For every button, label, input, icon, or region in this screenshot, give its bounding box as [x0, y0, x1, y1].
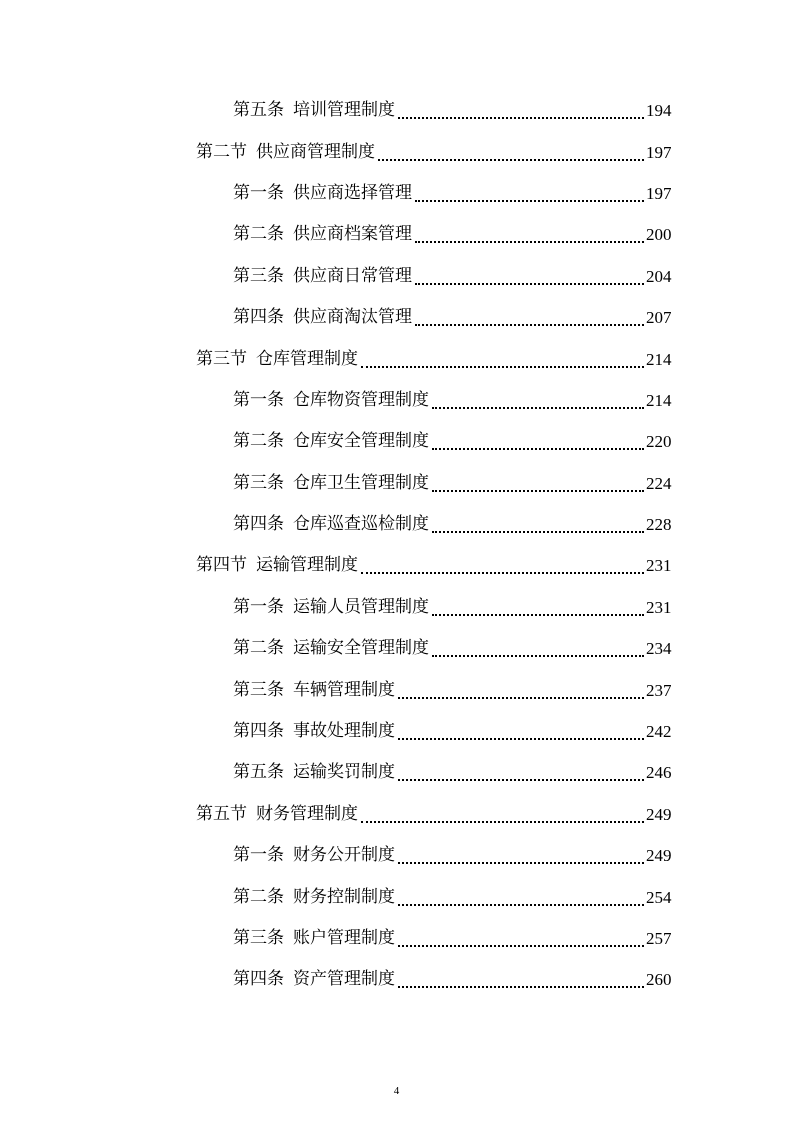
toc-entry-title: 财务公开制度 [293, 845, 395, 866]
toc-entry-number: 第二条 [233, 886, 284, 907]
toc-entry-title: 运输奖罚制度 [293, 762, 395, 783]
dot-leader [361, 820, 644, 823]
toc-entry[interactable] [0, 256, 793, 297]
toc-entry-title: 仓库管理制度 [256, 348, 358, 369]
toc-entry[interactable] [0, 214, 793, 255]
toc-entry-title: 仓库巡查巡检制度 [293, 514, 429, 535]
toc-entry-page: 234 [646, 639, 672, 659]
toc-entry-title: 账户管理制度 [293, 928, 395, 948]
toc-entry-page: 254 [646, 887, 672, 907]
dot-leader [398, 985, 644, 988]
toc-entry-title: 供应商档案管理 [293, 224, 412, 245]
toc-entry-page: 260 [646, 970, 672, 990]
toc-entry-number: 第二条 [233, 224, 284, 245]
toc-entry-title: 财务管理制度 [256, 803, 358, 824]
dot-leader [432, 654, 644, 657]
toc-entry[interactable] [0, 338, 793, 379]
toc-entry-number: 第二条 [233, 638, 284, 659]
toc-entry-page: 214 [646, 349, 672, 369]
toc-entry-title: 事故处理制度 [293, 721, 395, 742]
page-number: 4 [393, 1085, 400, 1097]
toc-entry[interactable] [0, 380, 793, 421]
toc-entry-title: 运输人员管理制度 [293, 596, 429, 617]
dot-leader [378, 158, 644, 161]
toc-entry-title: 运输安全管理制度 [293, 638, 429, 659]
dot-leader [415, 240, 644, 243]
toc-entry-page: 246 [646, 763, 672, 783]
toc-entry-number: 第一条 [233, 596, 284, 617]
toc-entry-page: 197 [646, 183, 672, 203]
toc-entry-number: 第三条 [233, 679, 284, 700]
dot-leader [432, 613, 644, 616]
toc-entry-number: 第一条 [233, 389, 284, 410]
toc-entry-page: 231 [646, 597, 672, 617]
dot-leader [361, 571, 644, 574]
toc-entry-title: 仓库卫生管理制度 [293, 472, 429, 493]
toc-entry-number: 第四条 [233, 969, 284, 990]
toc-entry-page: 214 [646, 390, 672, 410]
dot-leader [415, 282, 644, 285]
toc-entry-title: 仓库安全管理制度 [293, 431, 429, 452]
toc-entry-page: 257 [646, 929, 672, 948]
toc-entry-title: 供应商管理制度 [256, 141, 375, 162]
toc-entry[interactable] [0, 835, 793, 876]
toc-entry-page: 197 [646, 142, 672, 162]
dot-leader [432, 447, 644, 450]
toc-entry-title: 仓库物资管理制度 [293, 389, 429, 410]
toc-entry-number: 第五条 [233, 762, 284, 783]
toc-entry-number: 第四条 [233, 307, 284, 328]
toc-entry[interactable] [0, 711, 793, 752]
dot-leader [415, 199, 644, 202]
dot-leader [361, 365, 644, 368]
toc-entry-title: 车辆管理制度 [293, 679, 395, 700]
toc-entry-title: 财务控制制度 [293, 886, 395, 907]
toc-entry[interactable] [0, 669, 793, 710]
toc-entry[interactable] [0, 794, 793, 835]
toc-entry-page: 204 [646, 266, 672, 286]
toc-entry-title: 运输管理制度 [256, 555, 358, 576]
toc-entry-title: 供应商日常管理 [293, 265, 412, 286]
toc-entry-number: 第三条 [233, 265, 284, 286]
toc-entry-page: 220 [646, 432, 672, 452]
toc-entry[interactable] [0, 959, 793, 1000]
toc-entry[interactable] [0, 628, 793, 669]
toc-entry-title: 资产管理制度 [293, 969, 395, 990]
toc-entry-page: 242 [646, 722, 672, 742]
dot-leader [398, 861, 644, 864]
table-of-contents [0, 90, 793, 1001]
toc-entry[interactable] [0, 587, 793, 628]
toc-entry-title: 培训管理制度 [293, 100, 395, 121]
dot-leader [398, 944, 644, 947]
toc-entry[interactable] [0, 173, 793, 214]
dot-leader [432, 530, 644, 533]
toc-entry-number: 第一条 [233, 182, 284, 203]
toc-entry[interactable] [0, 90, 793, 131]
toc-entry-page: 231 [646, 556, 672, 576]
toc-entry-page: 249 [646, 804, 672, 824]
toc-entry-number: 第五条 [233, 100, 284, 121]
toc-entry-number: 第五节 [196, 803, 247, 824]
dot-leader [415, 323, 644, 326]
toc-entry-page: 194 [646, 101, 672, 121]
toc-entry-title: 供应商选择管理 [293, 182, 412, 203]
toc-entry-number: 第四条 [233, 514, 284, 535]
dot-leader [398, 903, 644, 906]
toc-entry[interactable] [0, 463, 793, 504]
toc-entry[interactable] [0, 421, 793, 462]
toc-entry[interactable] [0, 876, 793, 917]
toc-entry-number: 第一条 [233, 845, 284, 866]
dot-leader [398, 696, 644, 699]
toc-entry-number: 第四条 [233, 721, 284, 742]
dot-leader [432, 489, 644, 492]
dot-leader [398, 778, 644, 781]
toc-entry[interactable] [0, 918, 793, 959]
dot-leader [398, 116, 644, 119]
toc-entry-number: 第二条 [233, 431, 284, 452]
toc-entry-page: 228 [646, 515, 672, 535]
toc-entry-number: 第四节 [196, 555, 247, 576]
toc-entry-page: 237 [646, 680, 672, 700]
toc-entry-page: 207 [646, 308, 672, 328]
toc-entry-number: 第三条 [233, 472, 284, 493]
toc-entry[interactable] [0, 297, 793, 338]
toc-entry[interactable] [0, 752, 793, 793]
toc-entry-number: 第三条 [233, 928, 284, 948]
toc-entry-page: 200 [646, 225, 672, 245]
toc-entry[interactable] [0, 131, 793, 172]
toc-entry[interactable] [0, 504, 793, 545]
toc-entry-page: 224 [646, 473, 672, 493]
toc-entry-title: 供应商淘汰管理 [293, 307, 412, 328]
dot-leader [432, 406, 644, 409]
toc-entry-number: 第三节 [196, 348, 247, 369]
toc-entry[interactable] [0, 545, 793, 586]
dot-leader [398, 737, 644, 740]
toc-entry-number: 第二节 [196, 141, 247, 162]
toc-entry-page: 249 [646, 846, 672, 866]
